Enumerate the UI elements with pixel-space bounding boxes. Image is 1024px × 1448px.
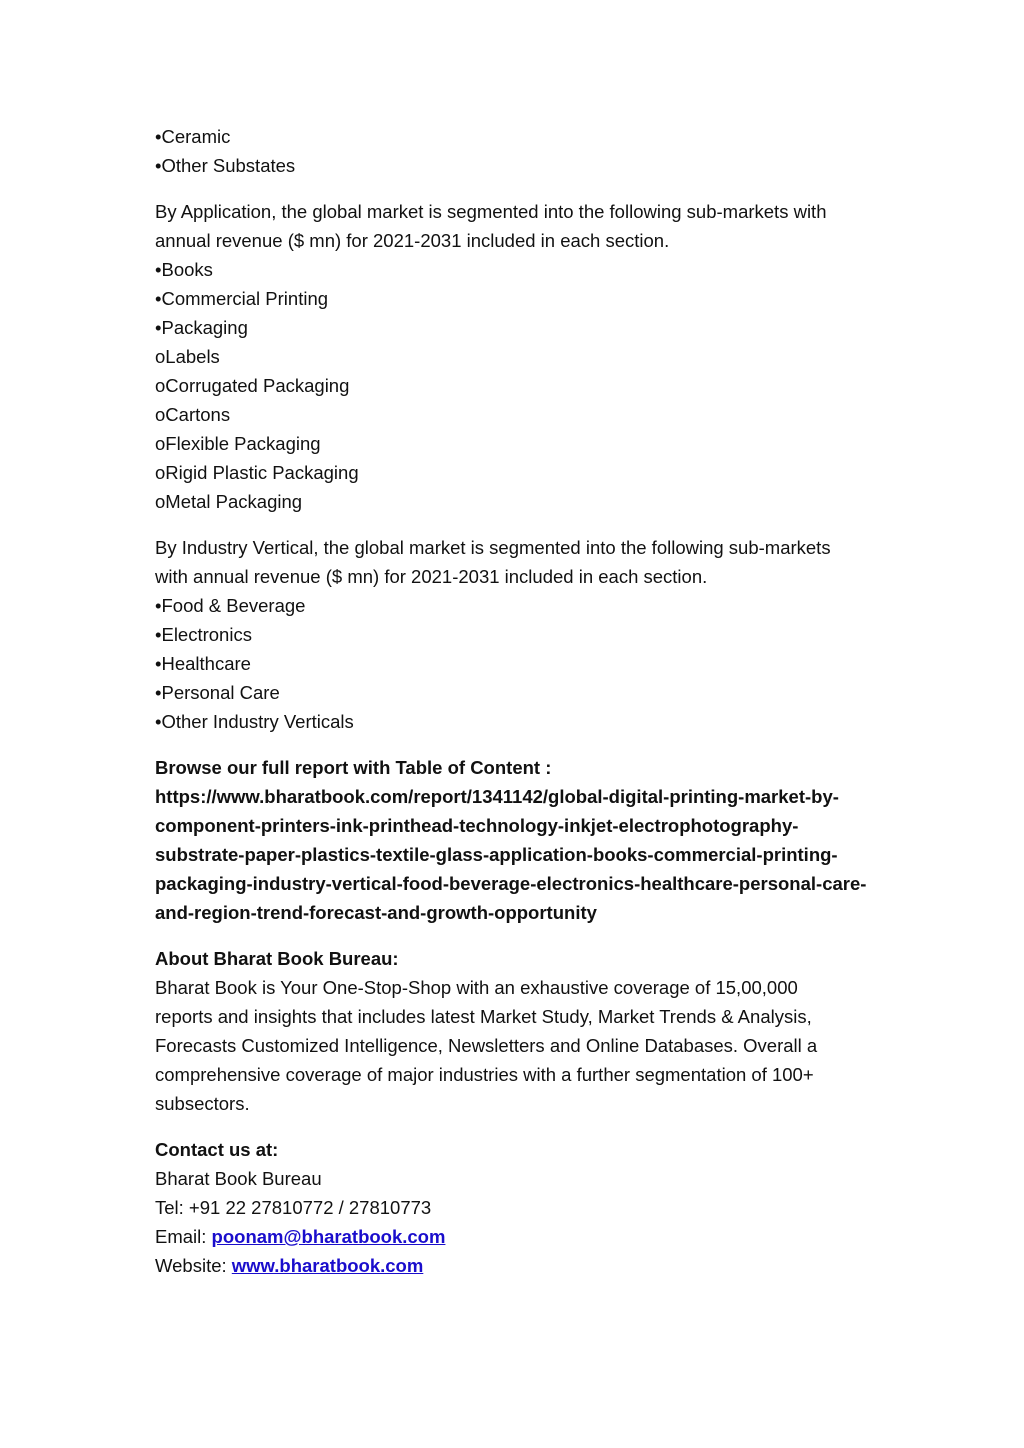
list-item: •Food & Beverage bbox=[155, 595, 306, 616]
email-link[interactable]: poonam@bharatbook.com bbox=[211, 1226, 446, 1247]
industry-intro: with annual revenue ($ mn) for 2021-2031 included in each section. bbox=[155, 566, 708, 587]
website-row bbox=[155, 1251, 875, 1280]
telephone: Tel: +91 22 27810772 / 27810773 bbox=[155, 1197, 432, 1218]
contact-heading: Contact us at: bbox=[155, 1139, 279, 1160]
report-url-line: packaging-industry-vertical-food-beverage-electronics-healthcare-personal-care- bbox=[155, 873, 867, 894]
about-heading: About Bharat Book Bureau: bbox=[155, 948, 399, 969]
list-item: •Packaging bbox=[155, 317, 248, 338]
substrate-list bbox=[155, 122, 875, 180]
email-label: Email: bbox=[155, 1226, 212, 1247]
about-text: reports and insights that includes latest Market Study, Market Trends & Analysis, bbox=[155, 1006, 812, 1027]
about-text: comprehensive coverage of major industries with a further segmentation of 100+ bbox=[155, 1064, 814, 1085]
list-item: •Personal Care bbox=[155, 682, 280, 703]
list-item: •Commercial Printing bbox=[155, 288, 329, 309]
report-url-line: and-region-trend-forecast-and-growth-opportunity bbox=[155, 902, 597, 923]
website-link[interactable]: www.bharatbook.com bbox=[231, 1255, 424, 1276]
browse-report-section bbox=[155, 753, 875, 927]
list-item: •Ceramic bbox=[155, 126, 231, 147]
report-url-line: substrate-paper-plastics-textile-glass-application-books-commercial-printing- bbox=[155, 844, 838, 865]
application-intro: By Application, the global market is segmented into the following sub-markets with bbox=[155, 201, 827, 222]
website-label: Website: bbox=[155, 1255, 232, 1276]
industry-intro: By Industry Vertical, the global market is segmented into the following sub-markets bbox=[155, 537, 831, 558]
application-intro: annual revenue ($ mn) for 2021-2031 included in each section. bbox=[155, 230, 670, 251]
list-item: •Books bbox=[155, 259, 213, 280]
list-item: •Other Substates bbox=[155, 155, 296, 176]
about-text: subsectors. bbox=[155, 1093, 250, 1114]
list-item: oMetal Packaging bbox=[155, 491, 303, 512]
email-row bbox=[155, 1222, 875, 1251]
about-text: Forecasts Customized Intelligence, Newsletters and Online Databases. Overall a bbox=[155, 1035, 818, 1056]
list-item: •Electronics bbox=[155, 624, 252, 645]
list-item: oLabels bbox=[155, 346, 220, 367]
about-section bbox=[155, 944, 875, 1118]
list-item: •Healthcare bbox=[155, 653, 251, 674]
list-item: •Other Industry Verticals bbox=[155, 711, 354, 732]
about-text: Bharat Book is Your One-Stop-Shop with an exhaustive coverage of 15,00,000 bbox=[155, 977, 798, 998]
list-item: oCartons bbox=[155, 404, 231, 425]
company-name: Bharat Book Bureau bbox=[155, 1168, 322, 1189]
report-url-line: component-printers-ink-printhead-technology-inkjet-electrophotography- bbox=[155, 815, 799, 836]
contact-section bbox=[155, 1135, 875, 1280]
application-section bbox=[155, 197, 875, 516]
list-item: oRigid Plastic Packaging bbox=[155, 462, 359, 483]
report-url-line: https://www.bharatbook.com/report/1341142/global-digital-printing-market-by- bbox=[155, 786, 839, 807]
list-item: oFlexible Packaging bbox=[155, 433, 321, 454]
industry-section bbox=[155, 533, 875, 736]
document-page bbox=[155, 122, 875, 1280]
browse-label: Browse our full report with Table of Content : bbox=[155, 757, 552, 778]
list-item: oCorrugated Packaging bbox=[155, 375, 350, 396]
